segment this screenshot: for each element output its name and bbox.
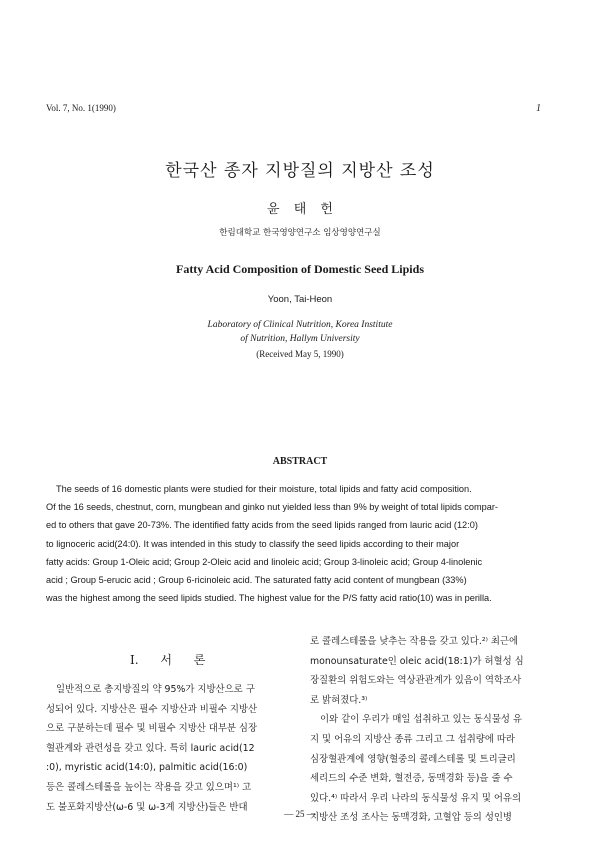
section-heading-introduction: I. 서 론 bbox=[130, 653, 206, 667]
body-line: 일반적으로 총지방질의 약 95%가 지방산으로 구 bbox=[56, 684, 255, 695]
abstract-line: fatty acids: Group 1-Oleic acid; Group 2-Oleic acid and linoleic acid; Group 3-linoleic acid; Group 4-linolenic bbox=[46, 556, 483, 567]
body-line: 로 밝혀졌다.³⁾ bbox=[310, 694, 368, 706]
body-line: 으로 구분하는데 필수 및 비필수 지방산 대부분 심장 bbox=[46, 723, 258, 735]
affiliation-line: Laboratory of Clinical Nutrition, Korea Institute bbox=[207, 320, 393, 330]
abstract-heading: ABSTRACT bbox=[272, 456, 328, 467]
body-column-right bbox=[310, 632, 556, 828]
body-line: 로 콜레스테롤을 낮추는 작용을 갖고 있다.²⁾ 최근에 bbox=[310, 636, 519, 647]
abstract-line: ed to others that gave 20-73%. The identified fatty acids from the seed lipids ranged from lauric acid (12:0) bbox=[46, 520, 478, 531]
korean-affiliation: 한림대학교 한국영양연구소 임상영양연구실 bbox=[219, 228, 381, 238]
body-line: 세리드의 수준 변화, 혈전증, 동맥경화 등)을 줄 수 bbox=[310, 773, 513, 785]
body-line: :0), myristic acid(14:0), palmitic acid(16:0) bbox=[46, 762, 248, 774]
volume-info: Vol. 7, No. 1(1990) bbox=[46, 103, 116, 113]
page-marker: 1 bbox=[536, 103, 541, 114]
abstract-line: was the highest among the seed lipids studied. The highest value for the P/S fatty acid ratio(10) was in perilla. bbox=[46, 593, 492, 604]
korean-author: 윤 태 헌 bbox=[267, 202, 333, 217]
body-line: 지방산 조성 조사는 동맥경화, 고혈압 등의 성인병 bbox=[310, 812, 512, 824]
body-line: 도 불포화지방산(ω-6 및 ω-3계 지방산)들은 반대 bbox=[46, 801, 248, 813]
english-affiliation bbox=[0, 318, 600, 346]
abstract-line: acid ; Group 5-erucic acid ; Group 6-ricinoleic acid. The saturated fatty acid content of mungbean (33%) bbox=[46, 575, 467, 586]
body-line: 이와 같이 우리가 매일 섭취하고 있는 동식물성 유 bbox=[320, 714, 522, 726]
page-number: — 25 — bbox=[284, 809, 316, 819]
english-author: Yoon, Tai-Heon bbox=[267, 294, 333, 305]
abstract-line: to lignoceric acid(24:0). It was intended in this study to classify the seed lipids according to their major bbox=[46, 538, 460, 549]
body-line: 있다.⁴⁾ 따라서 우리 나라의 동식물성 유지 및 어유의 bbox=[310, 792, 522, 804]
body-line: 성되어 있다. 지방산은 필수 지방산과 비필수 지방산 bbox=[46, 703, 258, 715]
korean-title: 한국산 종자 지방질의 지방산 조성 bbox=[165, 161, 435, 181]
english-title: Fatty Acid Composition of Domestic Seed Lipids bbox=[175, 262, 424, 276]
received-date: (Received May 5, 1990) bbox=[256, 349, 344, 359]
body-column-left bbox=[46, 680, 292, 817]
abstract-body bbox=[46, 480, 554, 607]
body-line: 등은 콜레스테롤을 높이는 작용을 갖고 있으며¹⁾ 고 bbox=[46, 781, 252, 793]
body-line: 심장혈관계에 영향(혈중의 콜레스테롤 및 트리글리 bbox=[310, 753, 516, 765]
body-line: 혈관계와 관련성을 갖고 있다. 특히 lauric acid(12 bbox=[46, 742, 255, 754]
abstract-line: The seeds of 16 domestic plants were studied for their moisture, total lipids and fatty acid composition. bbox=[56, 484, 472, 494]
body-line: 장질환의 위험도와는 역상관관계가 있음이 역학조사 bbox=[310, 675, 522, 687]
abstract-line: Of the 16 seeds, chestnut, corn, mungbean and ginko nut yielded less than 9% by weight of total lipids compar- bbox=[46, 502, 498, 513]
affiliation-line: of Nutrition, Hallym University bbox=[240, 334, 360, 344]
body-line: monounsaturate인 oleic acid(18:1)가 허혈성 심 bbox=[310, 655, 524, 667]
body-line: 지 및 어유의 지방산 종류 그리고 그 섭취량에 따라 bbox=[310, 733, 515, 745]
